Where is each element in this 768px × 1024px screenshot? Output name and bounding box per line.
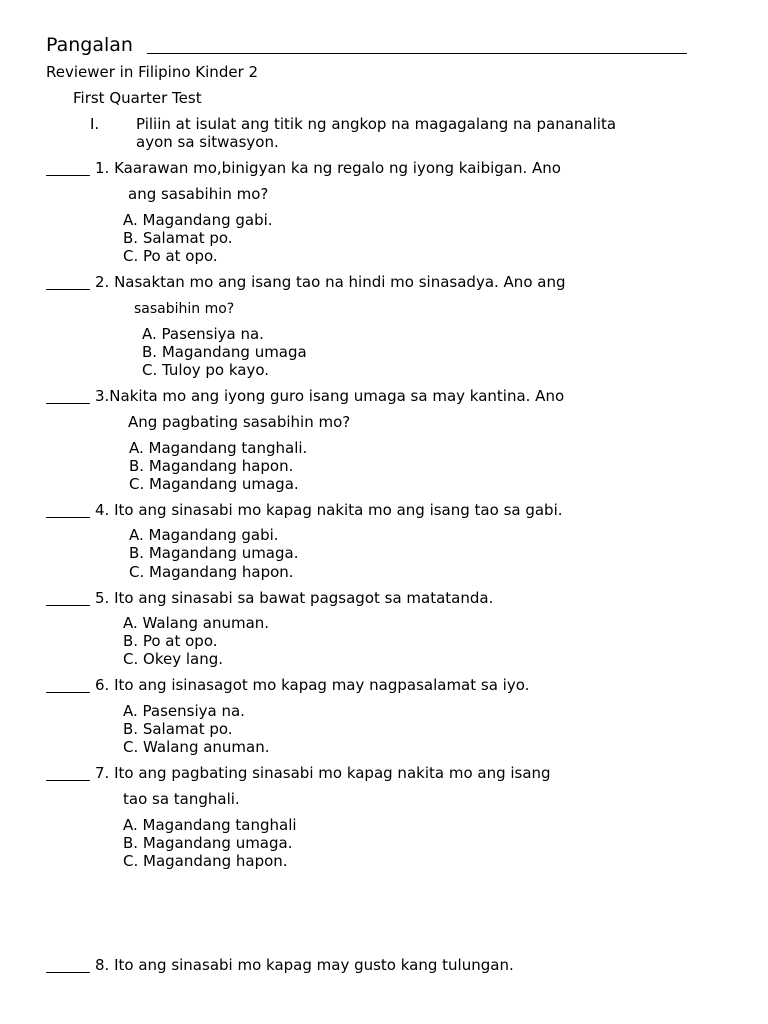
q6-choice-a: A. Pasensiya na.: [123, 702, 245, 720]
q4-choice-c: C. Magandang hapon.: [129, 563, 294, 581]
question-5-text: 5. Ito ang sinasabi sa bawat pagsagot sa matatanda.: [95, 589, 494, 607]
answer-blank-5[interactable]: [46, 605, 90, 606]
q5-choice-c: C. Okey lang.: [123, 650, 223, 668]
name-blank-line[interactable]: [147, 53, 687, 54]
q1-choice-b: B. Salamat po.: [123, 229, 233, 247]
answer-blank-6[interactable]: [46, 692, 90, 693]
q7-choice-b: B. Magandang umaga.: [123, 834, 293, 852]
answer-blank-7[interactable]: [46, 780, 90, 781]
q6-choice-c: C. Walang anuman.: [123, 738, 270, 756]
question-7-text-cont: tao sa tanghali.: [123, 790, 240, 808]
q2-choice-c: C. Tuloy po kayo.: [142, 361, 270, 379]
question-1-text-cont: ang sasabihin mo?: [128, 185, 269, 203]
question-7-text: 7. Ito ang pagbating sinasabi mo kapag nakita mo ang isang: [95, 764, 551, 782]
q3-choice-a: A. Magandang tanghali.: [129, 439, 308, 457]
q4-choice-b: B. Magandang umaga.: [129, 544, 299, 562]
answer-blank-2[interactable]: [46, 289, 90, 290]
q1-choice-a: A. Magandang gabi.: [123, 211, 273, 229]
q6-choice-b: B. Salamat po.: [123, 720, 233, 738]
question-2-text-cont: sasabihin mo?: [134, 301, 235, 317]
answer-blank-4[interactable]: [46, 517, 90, 518]
name-label: Pangalan: [46, 34, 133, 56]
test-name: First Quarter Test: [73, 89, 202, 107]
answer-blank-8[interactable]: [46, 972, 90, 973]
answer-blank-3[interactable]: [46, 403, 90, 404]
question-3-text: 3.Nakita mo ang iyong guro isang umaga sa may kantina. Ano: [95, 387, 565, 405]
q4-choice-a: A. Magandang gabi.: [129, 526, 279, 544]
instruction-numeral: I.: [90, 115, 100, 133]
instruction-line-2: ayon sa sitwasyon.: [136, 133, 279, 151]
q5-choice-a: A. Walang anuman.: [123, 614, 270, 632]
q3-choice-c: C. Magandang umaga.: [129, 475, 299, 493]
q7-choice-c: C. Magandang hapon.: [123, 852, 288, 870]
question-3-text-cont: Ang pagbating sasabihin mo?: [128, 413, 351, 431]
q2-choice-b: B. Magandang umaga: [142, 343, 307, 361]
q7-choice-a: A. Magandang tanghali: [123, 816, 297, 834]
q3-choice-b: B. Magandang hapon.: [129, 457, 294, 475]
question-2-text: 2. Nasaktan mo ang isang tao na hindi mo sinasadya. Ano ang: [95, 273, 566, 291]
instruction-line-1: Piliin at isulat ang titik ng angkop na magagalang na pananalita: [136, 115, 617, 133]
question-4-text: 4. Ito ang sinasabi mo kapag nakita mo ang isang tao sa gabi.: [95, 501, 563, 519]
question-8-text: 8. Ito ang sinasabi mo kapag may gusto kang tulungan.: [95, 956, 514, 974]
q2-choice-a: A. Pasensiya na.: [142, 325, 264, 343]
question-6-text: 6. Ito ang isinasagot mo kapag may nagpasalamat sa iyo.: [95, 676, 530, 694]
document-subtitle: Reviewer in Filipino Kinder 2: [46, 63, 259, 81]
question-1-text: 1. Kaarawan mo,binigyan ka ng regalo ng iyong kaibigan. Ano: [95, 159, 561, 177]
answer-blank-1[interactable]: [46, 175, 90, 176]
q5-choice-b: B. Po at opo.: [123, 632, 218, 650]
q1-choice-c: C. Po at opo.: [123, 247, 218, 265]
